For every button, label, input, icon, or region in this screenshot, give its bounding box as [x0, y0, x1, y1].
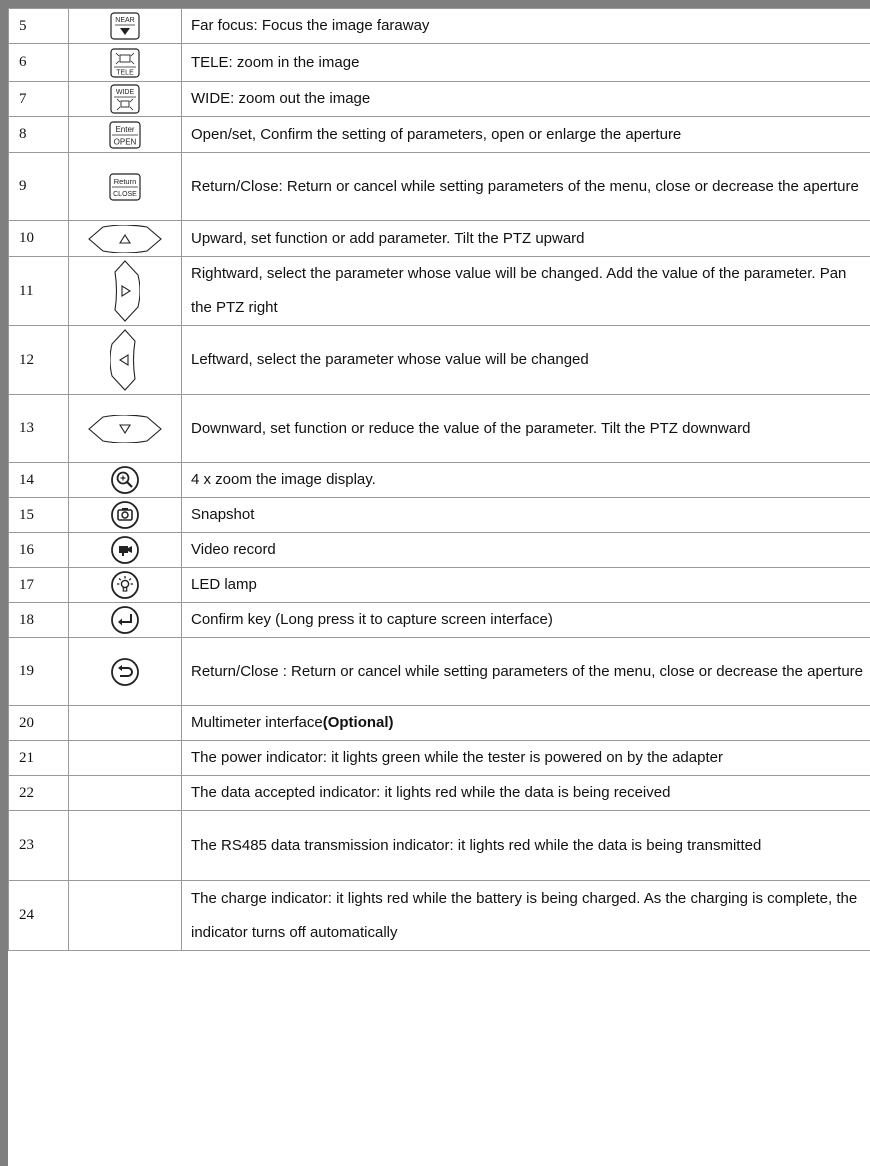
led-lamp-icon — [110, 570, 140, 600]
row-number: 13 — [9, 395, 69, 463]
table-row — [9, 741, 870, 776]
row-number: 20 — [9, 706, 69, 741]
row-description — [182, 706, 870, 741]
row-number: 12 — [9, 326, 69, 395]
row-number: 24 — [9, 881, 69, 951]
table-row — [9, 811, 870, 881]
row-description: The charge indicator: it lights red while the battery is being charged. As the charging is complete, the indicator turns off automatically — [182, 881, 870, 951]
up-arrow-key-icon — [87, 225, 163, 253]
row-description: Return/Close : Return or cancel while setting parameters of the menu, close or decrease the aperture — [182, 638, 870, 706]
table-row — [9, 257, 870, 326]
row-description: Far focus: Focus the image faraway — [182, 9, 870, 44]
row-description: Rightward, select the parameter whose value will be changed. Add the value of the parameter. Pan the PTZ right — [182, 257, 870, 326]
top-border-bar — [0, 0, 870, 8]
icon-label: Enter — [115, 124, 135, 134]
table-row — [9, 326, 870, 395]
wide-key-icon — [110, 84, 140, 114]
zoom-magnifier-icon — [110, 465, 140, 495]
table-row — [9, 603, 870, 638]
row-description: WIDE: zoom out the image — [182, 82, 870, 117]
key-function-table — [8, 8, 870, 951]
row-description: Video record — [182, 533, 870, 568]
table-row — [9, 463, 870, 498]
table-row — [9, 638, 870, 706]
row-number: 23 — [9, 811, 69, 881]
table-row — [9, 395, 870, 463]
row-description: LED lamp — [182, 568, 870, 603]
optional-note: (Optional) — [322, 714, 394, 731]
icon-label: TELE — [116, 69, 134, 76]
row-description: The RS485 data transmission indicator: it lights red while the data is being transmitted — [182, 811, 870, 881]
left-arrow-key-icon — [110, 329, 140, 391]
row-description: Leftward, select the parameter whose value will be changed — [182, 326, 870, 395]
row-description: Snapshot — [182, 498, 870, 533]
row-number: 6 — [9, 44, 69, 82]
table-row — [9, 568, 870, 603]
back-return-icon — [110, 657, 140, 687]
table-row — [9, 153, 870, 221]
table-row — [9, 221, 870, 257]
row-description: 4 x zoom the image display. — [182, 463, 870, 498]
near-key-icon — [110, 12, 140, 40]
row-description: Return/Close: Return or cancel while setting parameters of the menu, close or decrease the aperture — [182, 153, 870, 221]
row-description: Downward, set function or reduce the value of the parameter. Tilt the PTZ downward — [182, 395, 870, 463]
table-row — [9, 9, 870, 44]
video-record-icon — [110, 535, 140, 565]
row-description: The power indicator: it lights green while the tester is powered on by the adapter — [182, 741, 870, 776]
row-description: TELE: zoom in the image — [182, 44, 870, 82]
row-number: 19 — [9, 638, 69, 706]
row-number: 17 — [9, 568, 69, 603]
description-text: Multimeter interface — [191, 714, 323, 731]
row-number: 7 — [9, 82, 69, 117]
table-row — [9, 706, 870, 741]
row-description: The data accepted indicator: it lights red while the data is being received — [182, 776, 870, 811]
row-number: 15 — [9, 498, 69, 533]
return-close-key-icon — [109, 173, 141, 201]
table-row — [9, 498, 870, 533]
down-arrow-key-icon — [87, 415, 163, 443]
enter-open-key-icon — [109, 121, 141, 149]
row-number: 22 — [9, 776, 69, 811]
table-row — [9, 776, 870, 811]
right-arrow-key-icon — [110, 260, 140, 322]
table-row — [9, 881, 870, 951]
row-number: 14 — [9, 463, 69, 498]
table-row — [9, 82, 870, 117]
row-number: 11 — [9, 257, 69, 326]
icon-label: NEAR — [115, 17, 135, 24]
icon-label: OPEN — [113, 137, 137, 146]
table-row — [9, 117, 870, 153]
icon-label: CLOSE — [113, 190, 137, 198]
row-number: 21 — [9, 741, 69, 776]
icon-label: Return — [113, 176, 137, 186]
row-number: 5 — [9, 9, 69, 44]
row-number: 10 — [9, 221, 69, 257]
row-number: 8 — [9, 117, 69, 153]
tele-key-icon — [110, 48, 140, 78]
row-description: Open/set, Confirm the setting of parameters, open or enlarge the aperture — [182, 117, 870, 153]
row-description: Confirm key (Long press it to capture screen interface) — [182, 603, 870, 638]
row-description: Upward, set function or add parameter. Tilt the PTZ upward — [182, 221, 870, 257]
icon-label: WIDE — [115, 89, 135, 96]
row-number: 16 — [9, 533, 69, 568]
table-row — [9, 533, 870, 568]
left-border-bar — [0, 0, 8, 1166]
enter-return-icon — [110, 605, 140, 635]
camera-snapshot-icon — [110, 500, 140, 530]
table-row — [9, 44, 870, 82]
row-number: 9 — [9, 153, 69, 221]
row-number: 18 — [9, 603, 69, 638]
